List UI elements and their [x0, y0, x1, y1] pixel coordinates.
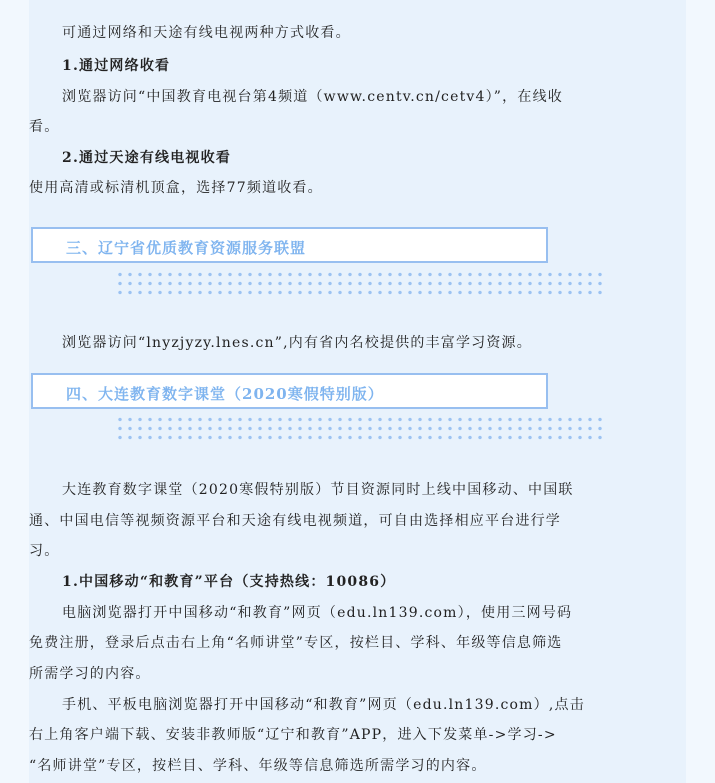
pc-line2: 免费注册，登录后点击右上角“名师讲堂”专区，按栏目、学科、年级等信息筛选	[29, 635, 563, 651]
section4-dot-pattern	[115, 415, 605, 441]
mobile-line3: “名师讲堂”专区，按栏目、学科、年级等信息筛选所需学习的内容。	[29, 758, 487, 774]
section3-body: 浏览器访问“lnyzjyzy.lnes.cn”,内有省内名校提供的丰富学习资源。	[62, 335, 532, 351]
method1-title: 1.通过网络收看	[62, 58, 171, 74]
section4-heading-box	[31, 373, 548, 409]
section3-heading-box	[31, 227, 548, 263]
mobile-line1: 手机、平板电脑浏览器打开中国移动“和教育”网页（edu.ln139.com）,点击	[62, 697, 585, 713]
pc-line3: 所需学习的内容。	[29, 666, 151, 682]
method1-line2: 看。	[29, 119, 60, 135]
section4-heading: 四、大连教育数字课堂（2020寒假特别版）	[66, 385, 384, 403]
tv-intro: 可通过网络和天途有线电视两种方式收看。	[62, 25, 351, 41]
section3-heading: 三、辽宁省优质教育资源服务联盟	[66, 239, 307, 257]
pc-line1: 电脑浏览器打开中国移动“和教育”网页（edu.ln139.com），使用三网号码	[62, 605, 573, 621]
platform1-title: 1.中国移动“和教育”平台（支持热线：10086）	[62, 574, 396, 590]
section4-intro-line2: 通、中国电信等视频资源平台和天途有线电视频道，可自由选择相应平台进行学	[29, 513, 561, 529]
section4-intro-line3: 习。	[29, 543, 60, 559]
mobile-line2: 右上角客户端下载、安装非教师版“辽宁和教育”APP，进入下发菜单->学习->	[29, 727, 557, 743]
method2-body: 使用高清或标清机顶盒，选择77频道收看。	[29, 180, 323, 196]
method1-line1: 浏览器访问“中国教育电视台第4频道（www.centv.cn/cetv4）”，在线收	[62, 89, 563, 105]
section3-dot-pattern	[115, 270, 605, 296]
method2-title: 2.通过天途有线电视收看	[62, 150, 232, 166]
section4-intro-line1: 大连教育数字课堂（2020寒假特别版）节目资源同时上线中国移动、中国联	[62, 482, 574, 498]
article-page	[29, 0, 686, 783]
